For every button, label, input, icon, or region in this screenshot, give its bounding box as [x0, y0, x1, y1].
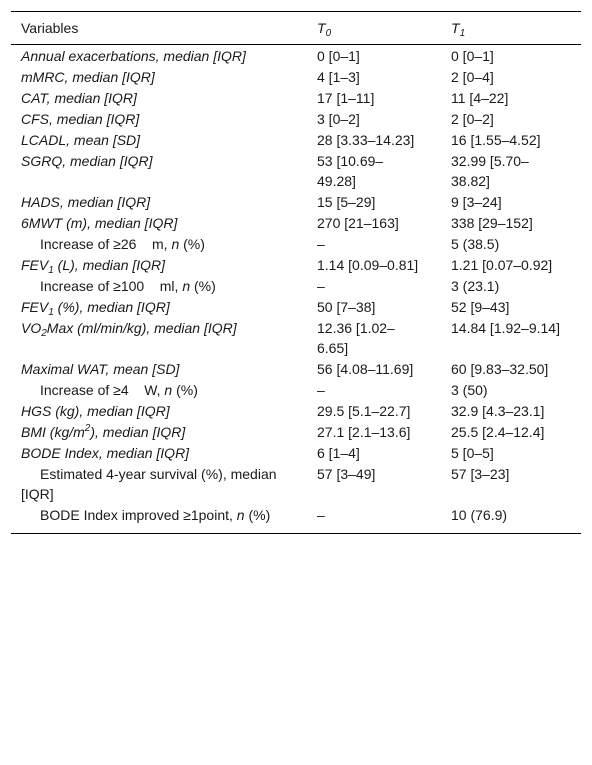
row-label: CAT, median [IQR]	[21, 90, 137, 106]
row-t0-value: 12.36 [1.02–6.65]	[317, 320, 395, 356]
table-row	[11, 275, 581, 296]
row-t0-value: 53 [10.69–49.28]	[317, 153, 384, 189]
row-t0-value: 17 [1–11]	[317, 90, 375, 106]
row-label: Maximal WAT, mean [SD]	[21, 361, 180, 377]
row-t1-value: 3 (23.1)	[451, 278, 500, 294]
row-t0-value: 3 [0–2]	[317, 111, 360, 127]
row-t1-value: 14.84 [1.92–9.14]	[451, 320, 560, 336]
table-row	[11, 463, 581, 504]
row-t1-value: 60 [9.83–32.50]	[451, 361, 549, 377]
row-label: Increase of ≥26 m, n (%)	[40, 236, 205, 252]
row-t0-value: –	[317, 278, 325, 294]
row-t1-value: 57 [3–23]	[451, 466, 510, 482]
row-label: BODE Index improved ≥1point, n (%)	[11, 504, 307, 534]
table-row	[11, 87, 581, 108]
row-t1-value: 338 [29–152]	[451, 215, 533, 231]
row-t0-value: 4 [1–3]	[317, 69, 360, 85]
header-variables: Variables	[11, 12, 307, 45]
row-t1-value: 10 (76.9)	[441, 504, 581, 534]
table-row	[11, 108, 581, 129]
row-label: mMRC, median [IQR]	[21, 69, 155, 85]
row-t1-value: 3 (50)	[451, 382, 488, 398]
table-row	[11, 504, 581, 534]
header-t1: $T_1$	[441, 12, 581, 45]
table-row	[11, 233, 581, 254]
row-t0-value: 270 [21–163]	[317, 215, 399, 231]
row-t0-value: 0 [0–1]	[317, 48, 360, 64]
row-label: CFS, median [IQR]	[21, 111, 140, 127]
row-label: $FEV_1$ (%), median [IQR]	[21, 299, 170, 318]
row-t1-value: 9 [3–24]	[451, 194, 502, 210]
row-t0-value: 6 [1–4]	[317, 445, 360, 461]
row-t1-value: 52 [9–43]	[451, 299, 510, 315]
table-row	[11, 442, 581, 463]
table-row	[11, 317, 581, 358]
row-t0-value: 1.14 [0.09–0.81]	[317, 257, 419, 273]
row-label: Estimated 4-year survival (%), median [IQR]	[21, 466, 277, 502]
row-t0-value: 27.1 [2.1–13.6]	[317, 424, 411, 440]
row-label: $VO_2Max$ (ml/min/kg), median [IQR]	[21, 320, 237, 339]
row-label: SGRQ, median [IQR]	[21, 153, 153, 169]
table-row	[11, 296, 581, 317]
row-t1-value: 11 [4–22]	[451, 90, 509, 106]
row-t0-value: 57 [3–49]	[317, 466, 376, 482]
table-row	[11, 379, 581, 400]
table-row	[11, 358, 581, 379]
row-label: 6MWT (m), median [IQR]	[21, 215, 178, 231]
row-label: BMI $(kg/m^2)$, median [IQR]	[21, 423, 186, 440]
table-row	[11, 212, 581, 233]
table-row	[11, 66, 581, 87]
row-label: HADS, median [IQR]	[21, 194, 151, 210]
row-t0-value: –	[307, 504, 441, 534]
row-t0-value: 50 [7–38]	[317, 299, 376, 315]
row-label: $FEV_1$ (L), median [IQR]	[21, 257, 166, 276]
row-label: LCADL, mean [SD]	[21, 132, 141, 148]
header-t0: $T_0$	[307, 12, 441, 45]
row-label: Annual exacerbations, median [IQR]	[21, 48, 246, 64]
row-t1-value: 2 [0–4]	[451, 69, 494, 85]
results-table-container	[11, 11, 581, 534]
row-t1-value: 25.5 [2.4–12.4]	[451, 424, 545, 440]
table-header-row	[11, 12, 581, 45]
row-t0-value: 28 [3.33–14.23]	[317, 132, 415, 148]
row-label: Increase of ≥4 W, n (%)	[40, 382, 198, 398]
row-t1-value: 1.21 [0.07–0.92]	[451, 257, 553, 273]
results-table	[11, 11, 581, 534]
row-t0-value: 29.5 [5.1–22.7]	[317, 403, 411, 419]
table-row	[11, 150, 581, 191]
table-row	[11, 254, 581, 275]
row-t0-value: –	[317, 382, 325, 398]
table-row	[11, 191, 581, 212]
row-t1-value: 16 [1.55–4.52]	[451, 132, 541, 148]
table-row	[11, 400, 581, 421]
row-label: BODE Index, median [IQR]	[21, 445, 190, 461]
row-t1-value: 0 [0–1]	[451, 48, 494, 64]
row-t1-value: 32.9 [4.3–23.1]	[451, 403, 545, 419]
row-t0-value: 15 [5–29]	[317, 194, 376, 210]
table-row	[11, 421, 581, 442]
table-row	[11, 129, 581, 150]
row-t1-value: 2 [0–2]	[451, 111, 494, 127]
row-t1-value: 32.99 [5.70–38.82]	[451, 153, 529, 189]
row-label: Increase of ≥100 ml, n (%)	[40, 278, 216, 294]
row-label: HGS (kg), median [IQR]	[21, 403, 170, 419]
row-t0-value: 56 [4.08–11.69]	[317, 361, 414, 377]
table-row	[11, 45, 581, 67]
row-t1-value: 5 (38.5)	[451, 236, 500, 252]
row-t0-value: –	[317, 236, 325, 252]
row-t1-value: 5 [0–5]	[451, 445, 494, 461]
